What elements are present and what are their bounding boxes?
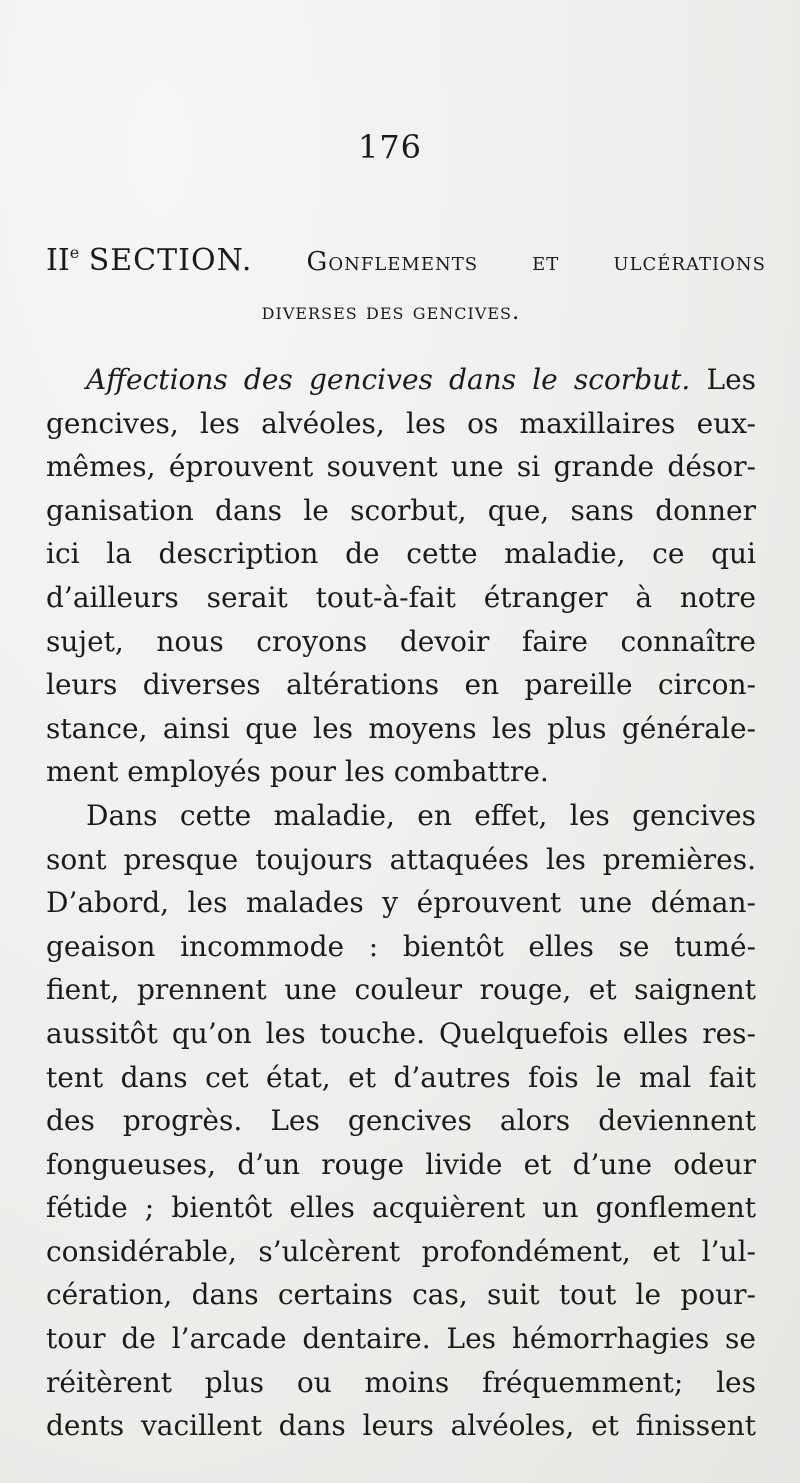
paragraph-1-lead-rest: Les [690, 363, 757, 396]
paragraph-2-line: réitèrent plus ou moins fréquemment; les [46, 1365, 756, 1399]
paragraph-2-line: aussitôt qu’on les touche. Quelquefois elles res- [46, 1016, 756, 1050]
paragraph-1-line: ment employés pour les combattre. [46, 755, 549, 789]
paragraph-1-line: ganisation dans le scorbut, que, sans donner [46, 493, 756, 527]
paragraph-2-line: fétide ; bientôt elles acquièrent un gonflement [46, 1191, 756, 1225]
section-heading-line-1 [46, 228, 766, 287]
paragraph-2-line: dents vacillent dans leurs alvéoles, et finissent [46, 1409, 756, 1443]
body-text [46, 358, 756, 1448]
section-number: IIe [46, 243, 80, 278]
paragraph-2-line: fongueuses, d’un rouge livide et d’une odeur [46, 1147, 756, 1181]
paragraph-2-line: tent dans cet état, et d’autres fois le mal fait [46, 1060, 756, 1094]
paragraph-2-line: des progrès. Les gencives alors deviennent [46, 1104, 756, 1138]
section-heading-line-2: diverses des gencives. [261, 299, 521, 325]
page-number: 176 [357, 128, 423, 166]
paragraph-1-line: d’ailleurs serait tout-à-fait étranger à notre [46, 580, 756, 614]
paragraph-2-line: fient, prennent une couleur rouge, et saignent [46, 973, 756, 1007]
paragraph-1-line: sujet, nous croyons devoir faire connaître [46, 624, 756, 658]
heading-word-1: Gonflements [306, 247, 479, 277]
paragraph-1-line: gencives, les alvéoles, les os maxillaires eux- [46, 406, 756, 440]
paragraph-1-first-line [46, 358, 756, 402]
heading-word-3: ulcérations [613, 247, 766, 277]
paragraph-2-line: tour de l’arcade dentaire. Les hémorrhagies se [46, 1322, 756, 1356]
section-label [46, 228, 252, 286]
paragraph-2-line: geaison incommode : bientôt elles se tumé- [46, 929, 756, 963]
paragraph-1-lead-italic: Affections des gencives dans le scorbut. [86, 363, 691, 396]
paragraph-2-line: D’abord, les malades y éprouvent une déman- [46, 886, 756, 920]
paragraph-2-line: cération, dans certains cas, suit tout le pour- [46, 1278, 756, 1312]
paragraph-1-line: leurs diverses altérations en pareille circon- [46, 668, 756, 702]
section-heading [46, 228, 766, 337]
paragraph-1-line: stance, ainsi que les moyens les plus générale- [46, 711, 756, 745]
heading-word-2: et [532, 247, 560, 277]
paragraph-2-line: Dans cette maladie, en effet, les gencives [86, 798, 756, 832]
paragraph-2-line: sont presque toujours attaquées les premières. [46, 842, 756, 876]
section-word: SECTION. [88, 243, 253, 278]
paragraph-1-line: mêmes, éprouvent souvent une si grande désor- [46, 450, 756, 484]
paragraph-2-line: considérable, s’ulcèrent profondément, et l’ul- [46, 1234, 756, 1268]
paragraph-1-line: ici la description de cette maladie, ce qui [46, 537, 756, 571]
